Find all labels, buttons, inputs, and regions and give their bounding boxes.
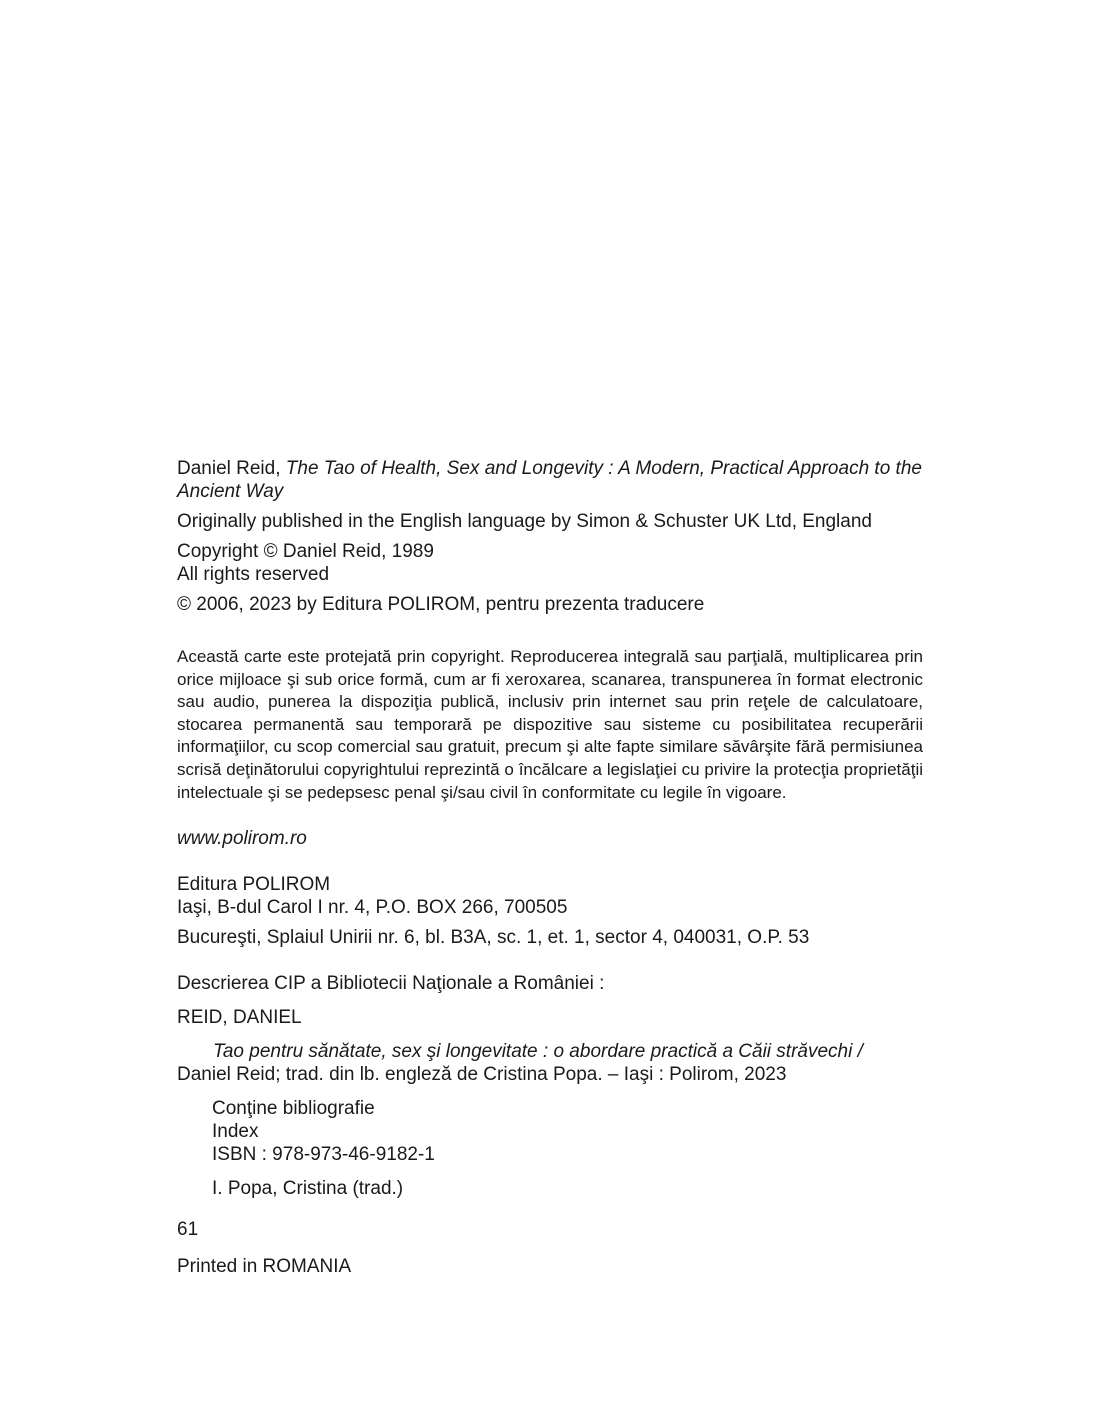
publisher-website[interactable]: www.polirom.ro (177, 828, 307, 850)
publisher-name: Editura POLIROM (177, 874, 331, 896)
cip-author: REID, DANIEL (177, 1007, 302, 1029)
cip-title-rest: Daniel Reid; trad. din lb. engleză de Cristina Popa. – Iaşi : Polirom, 2023 (177, 1064, 787, 1086)
cip-translator: I. Popa, Cristina (trad.) (212, 1178, 404, 1200)
original-book-title: The Tao of Health, Sex and Longevity : A Modern, Practical Approach to the Ancient Way (177, 458, 922, 502)
copyright-translation: © 2006, 2023 by Editura POLIROM, pentru prezenta traducere (177, 594, 705, 615)
copyright-original: Copyright © Daniel Reid, 1989 (177, 541, 434, 562)
cip-contents: Conţine bibliografie (212, 1098, 375, 1120)
cip-notes (177, 1097, 923, 1200)
publisher-address-iasi: Iaşi, B-dul Carol I nr. 4, P.O. BOX 266, 700505 (177, 897, 568, 919)
originally-published: Originally published in the English language by Simon & Schuster UK Ltd, England (177, 511, 872, 532)
cip-title: Tao pentru sănătate, sex şi longevitate : o abordare practică a Căii străvechi / (213, 1041, 863, 1063)
cip-title-entry (177, 1040, 923, 1086)
original-title-line (177, 457, 923, 503)
printed-in: Printed in ROMANIA (177, 1256, 352, 1278)
cip-heading: Descrierea CIP a Bibliotecii Naţionale a României : (177, 973, 605, 995)
cip-isbn: ISBN : 978-973-46-9182-1 (212, 1144, 435, 1166)
rights-reserved: All rights reserved (177, 564, 330, 585)
cip-index: Index (212, 1121, 259, 1143)
copyright-page (177, 457, 923, 1278)
cip-class: 61 (177, 1219, 199, 1241)
legal-notice: Această carte este protejată prin copyright. Reproducerea integrală sau parţială, multiplicarea prin orice mijloace şi sub orice formă, cum ar fi xeroxarea, scanarea, transpunerea în format electronic sau audio, punerea la dispoziţia publică, inclusiv prin internet sau prin reţele de calculatoare, stocarea permanentă sau temporară pe dispozitive sau sisteme cu posibilitatea recuperării informaţiilor, cu scop comercial sau gratuit, precum şi alte fapte similare săvârşite fără permisiunea scrisă deţinătorului copyrightului reprezintă o încălcare a legislaţiei cu privire la protecţia proprietăţii intelectuale şi se pedepsesc penal şi/sau civil în conformitate cu legile în vigoare. (177, 647, 923, 802)
author-prefix: Daniel Reid, (177, 458, 286, 479)
publisher-address-bucuresti: Bucureşti, Splaiul Unirii nr. 6, bl. B3A, sc. 1, et. 1, sector 4, 040031, O.P. 53 (177, 927, 810, 949)
